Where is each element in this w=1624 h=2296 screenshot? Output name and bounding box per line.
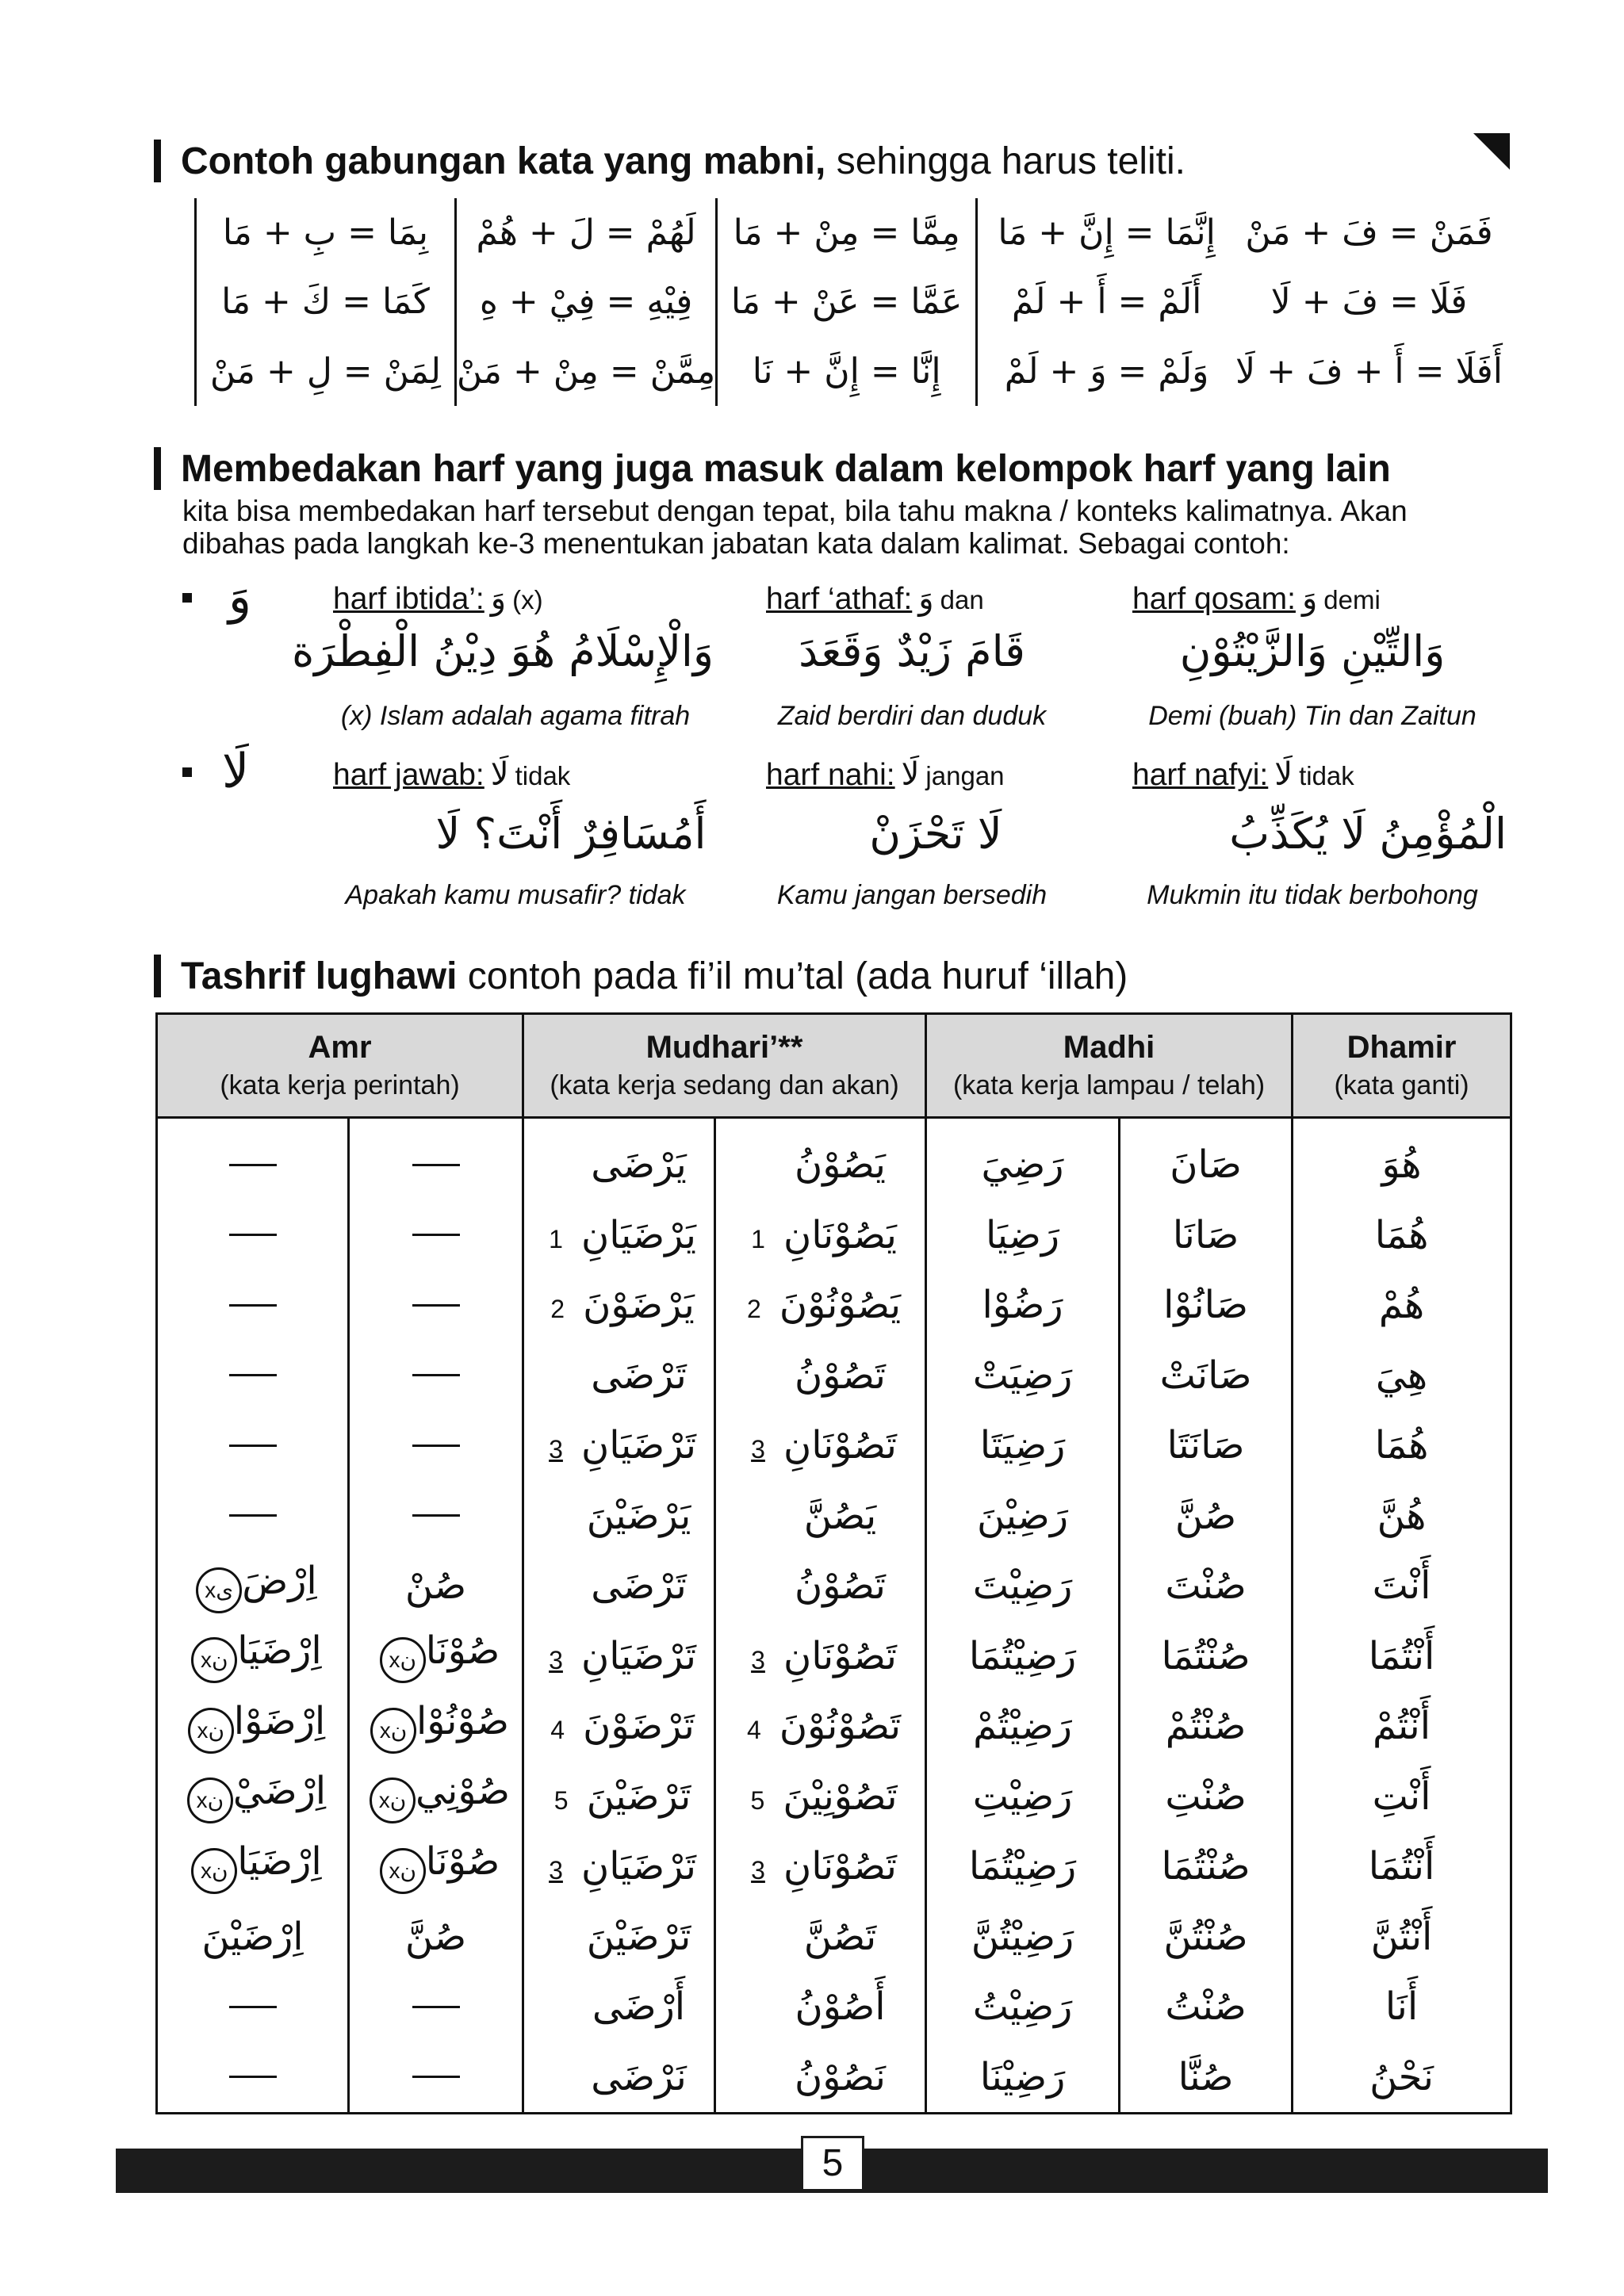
cell-amr1 xyxy=(349,1270,523,1341)
cell-mad2 xyxy=(926,1831,1120,1902)
tashrif-table xyxy=(155,1012,1512,2114)
word: صُوْنُوْا xyxy=(416,1698,510,1743)
cell-amr2 xyxy=(157,1118,349,1200)
mabni-item: إِنَّا = إِنَّ + نَا xyxy=(752,350,941,392)
word: أَنْتَ xyxy=(1372,1563,1431,1609)
word: تَرْضَيَانِ xyxy=(581,1423,696,1468)
cell-mad1 xyxy=(1120,1118,1293,1200)
bullet xyxy=(182,767,192,777)
word: يَصُنَّ xyxy=(803,1493,877,1538)
word: صُوْنَا xyxy=(425,1628,500,1674)
cell-amr2 xyxy=(157,1481,349,1552)
cell-mud1 xyxy=(715,1831,926,1902)
word: أَنْتِ xyxy=(1372,1774,1431,1819)
word: صُنْتُمَا xyxy=(1161,1633,1251,1678)
empty-dash xyxy=(229,1304,277,1307)
word: يَصُوْنَانِ xyxy=(783,1212,898,1257)
word: تَصُوْنِيْنَ xyxy=(783,1774,898,1819)
table-row xyxy=(157,1200,1511,1271)
empty-dash xyxy=(229,1445,277,1447)
cell-mud2 xyxy=(523,1341,715,1411)
label-harf-jawab: harf jawab: لَا tidak xyxy=(333,756,571,793)
table-row xyxy=(157,1341,1511,1411)
word: رَضِيْتُنَّ xyxy=(971,1914,1074,1959)
empty-dash xyxy=(229,2006,277,2008)
word: صُنْتُنَّ xyxy=(1163,1914,1248,1959)
cell-mud2 xyxy=(523,1691,715,1762)
cell-mad1 xyxy=(1120,1902,1293,1973)
label-harf-nafyi: harf nafyi: لَا tidak xyxy=(1132,756,1354,793)
row-number: 1 xyxy=(549,1224,563,1253)
table-row xyxy=(157,1270,1511,1341)
word: تَرْضَيَانِ xyxy=(581,1844,696,1889)
cell-mud1 xyxy=(715,1410,926,1481)
section-marker xyxy=(154,447,161,490)
page-number: 5 xyxy=(801,2136,864,2191)
word: يَرْضَيْنَ xyxy=(586,1493,691,1538)
table-row xyxy=(157,1621,1511,1692)
cell-dhamir xyxy=(1293,2042,1511,2114)
word: رَضِيْتُمَا xyxy=(968,1633,1077,1678)
cell-mud2 xyxy=(523,1270,715,1341)
word: نَرْضَى xyxy=(591,2054,687,2099)
caption-ibtida: (x) Islam adalah agama fitrah xyxy=(340,701,691,731)
word: أَصُوْنُ xyxy=(795,1984,886,2030)
row-number: 2 xyxy=(550,1295,565,1324)
caption-nahi: Kamu jangan bersedih xyxy=(776,880,1048,910)
word: أَنْتُمَا xyxy=(1368,1844,1435,1889)
cell-dhamir xyxy=(1293,1902,1511,1973)
word: تَصُوْنَانِ xyxy=(783,1633,898,1678)
cell-amr1 xyxy=(349,1621,523,1692)
word: رَضِيَ xyxy=(981,1142,1064,1188)
word: يَرْضَوْنَ xyxy=(583,1283,695,1328)
cell-mad1 xyxy=(1120,1621,1293,1692)
table-row xyxy=(157,2042,1511,2114)
cell-amr2 xyxy=(157,1270,349,1341)
mabni-item: فِيْهِ = فِيْ + هِ xyxy=(479,281,693,323)
cell-mud1 xyxy=(715,1621,926,1692)
section2-title: Membedakan harf yang juga masuk dalam kelompok harf yang lain xyxy=(181,448,1391,490)
cell-amr1 xyxy=(349,1118,523,1200)
empty-dash xyxy=(412,1374,460,1376)
circled-mark: xى xyxy=(196,1567,242,1613)
row-number: 3 xyxy=(751,1435,765,1464)
cell-dhamir xyxy=(1293,1621,1511,1692)
cell-mad1 xyxy=(1120,1341,1293,1411)
word: اِرْضَيَا xyxy=(237,1628,322,1674)
word: رَضِيْنَا xyxy=(979,2054,1066,2099)
cell-mad1 xyxy=(1120,1831,1293,1902)
header-dhamir: Dhamir (kata ganti) xyxy=(1293,1014,1511,1118)
cell-mud2 xyxy=(523,1972,715,2042)
row-number: 3 xyxy=(549,1645,563,1674)
mabni-item: وَلَمْ = وَ + لَمْ xyxy=(1004,350,1209,392)
cell-dhamir xyxy=(1293,1691,1511,1762)
cell-amr2 xyxy=(157,1200,349,1271)
circled-mark: xن xyxy=(188,1708,234,1754)
example-athaf: قَامَ زَيْدٌ وَقَعَدَ xyxy=(799,626,1025,676)
cell-amr1 xyxy=(349,1762,523,1832)
mabni-grid xyxy=(194,198,1503,406)
label-harf-ibtida: harf ibtida’: وَ (x) xyxy=(333,580,543,617)
cell-mud2 xyxy=(523,2042,715,2114)
la-letter: لَا xyxy=(222,744,250,799)
paragraph-line: kita bisa membedakan harf tersebut dengan tepat, bila tahu makna / konteks kalimatnya. Akan xyxy=(182,495,1408,527)
cell-amr2 xyxy=(157,1902,349,1973)
word: صُنَّ xyxy=(1174,1493,1237,1538)
cell-amr2 xyxy=(157,1551,349,1621)
cell-mad2 xyxy=(926,1481,1120,1552)
bullet xyxy=(182,593,192,603)
cell-mad2 xyxy=(926,2042,1120,2114)
word: تَصُوْنُ xyxy=(794,1563,887,1609)
cell-dhamir xyxy=(1293,1762,1511,1832)
table-row xyxy=(157,1551,1511,1621)
caption-nafyi: Mukmin itu tidak berbohong xyxy=(1147,880,1478,910)
mabni-item: فَمَنْ = فَ + مَنْ xyxy=(1245,212,1493,254)
cell-mud1 xyxy=(715,1341,926,1411)
label-harf-nahi: harf nahi: لَا jangan xyxy=(766,756,1005,793)
table-row xyxy=(157,1118,1511,1200)
word: أَرْضَى xyxy=(592,1984,686,2030)
cell-amr2 xyxy=(157,1691,349,1762)
cell-mud1 xyxy=(715,1972,926,2042)
row-number: 2 xyxy=(747,1295,761,1324)
cell-amr1 xyxy=(349,1691,523,1762)
cell-mud1 xyxy=(715,1481,926,1552)
cell-mud2 xyxy=(523,1902,715,1973)
cell-dhamir xyxy=(1293,1972,1511,2042)
cell-dhamir xyxy=(1293,1270,1511,1341)
word: يَصُوْنُ xyxy=(794,1142,887,1188)
table-row xyxy=(157,1762,1511,1832)
cell-mad2 xyxy=(926,1551,1120,1621)
word: رَضِيْتِ xyxy=(972,1774,1073,1819)
circled-mark: xن xyxy=(370,1708,416,1754)
cell-mad2 xyxy=(926,1691,1120,1762)
row-number: 3 xyxy=(751,1645,765,1674)
table-row xyxy=(157,1831,1511,1902)
table-row xyxy=(157,1410,1511,1481)
word: تَرْضَى xyxy=(591,1563,687,1609)
empty-dash xyxy=(412,1164,460,1166)
mabni-item: مِمَّنْ = مِنْ + مَنْ xyxy=(456,350,716,392)
row-number: 5 xyxy=(553,1785,569,1815)
word: تَرْضَوْنَ xyxy=(583,1704,695,1749)
cell-mud1 xyxy=(715,1270,926,1341)
empty-dash xyxy=(229,1234,277,1236)
word: أَنْتُنَّ xyxy=(1370,1914,1433,1959)
row-number: 3 xyxy=(549,1856,563,1885)
word: رَضِيْتَ xyxy=(972,1563,1073,1609)
word: صُنْتُمْ xyxy=(1165,1704,1247,1749)
word: أَنْتُمْ xyxy=(1372,1704,1431,1749)
circled-mark: xن xyxy=(380,1637,426,1683)
cell-amr1 xyxy=(349,1551,523,1621)
cell-mud2 xyxy=(523,1762,715,1832)
cell-mad1 xyxy=(1120,1200,1293,1271)
cell-dhamir xyxy=(1293,1200,1511,1271)
mabni-item: فَلَا = فَ + لَا xyxy=(1270,281,1468,323)
cell-mud2 xyxy=(523,1831,715,1902)
header-madhi: Madhi (kata kerja lampau / telah) xyxy=(926,1014,1293,1118)
mabni-item: مِمَّا = مِنْ + مَا xyxy=(733,212,960,254)
circled-mark: xن xyxy=(380,1848,426,1894)
empty-dash xyxy=(229,2076,277,2078)
word: صُنْتَ xyxy=(1165,1563,1247,1609)
section2-paragraph xyxy=(182,495,1408,560)
word: هُوَ xyxy=(1381,1142,1422,1188)
word: هِيَ xyxy=(1375,1353,1428,1398)
word: اِرْضَوْا xyxy=(233,1698,326,1743)
cell-mad1 xyxy=(1120,1551,1293,1621)
word: هُمْ xyxy=(1378,1283,1425,1328)
word: تَصُوْنُ xyxy=(794,1353,887,1398)
word: أَنَا xyxy=(1385,1984,1419,2030)
cell-mud2 xyxy=(523,1200,715,1271)
circled-mark: xن xyxy=(191,1637,237,1683)
cell-mud2 xyxy=(523,1118,715,1200)
cell-dhamir xyxy=(1293,1410,1511,1481)
word: صُنَّ xyxy=(404,1914,467,1959)
cell-mad2 xyxy=(926,1270,1120,1341)
word: تَرْضَى xyxy=(591,1353,687,1398)
circled-mark: xن xyxy=(370,1777,416,1823)
word: رَضِيْتُ xyxy=(972,1984,1073,2030)
empty-dash xyxy=(412,2006,460,2008)
cell-amr1 xyxy=(349,1200,523,1271)
word: صَانَا xyxy=(1172,1212,1239,1257)
mabni-item: إِنَّمَا = إِنَّ + مَا xyxy=(998,212,1216,254)
cell-mad2 xyxy=(926,1621,1120,1692)
word: هُمَا xyxy=(1374,1212,1429,1257)
word: تَصُنَّ xyxy=(803,1914,877,1959)
empty-dash xyxy=(412,1514,460,1517)
empty-dash xyxy=(229,1164,277,1166)
example-nafyi: الْمُؤْمِنُ لَا يُكَذِّبُ xyxy=(1229,809,1507,859)
row-number: 5 xyxy=(750,1785,765,1815)
empty-dash xyxy=(412,1445,460,1447)
label-harf-qosam: harf qosam: وَ demi xyxy=(1132,580,1381,617)
word: رَضِيَتَا xyxy=(979,1423,1066,1468)
cell-mud1 xyxy=(715,1200,926,1271)
cell-amr1 xyxy=(349,1410,523,1481)
circled-mark: xن xyxy=(191,1848,237,1894)
cell-mad2 xyxy=(926,1972,1120,2042)
section1-title: Contoh gabungan kata yang mabni, sehingga harus teliti. xyxy=(181,140,1185,182)
cell-amr1 xyxy=(349,1831,523,1902)
word: صَانَ xyxy=(1170,1142,1242,1188)
circled-mark: xن xyxy=(187,1777,233,1823)
cell-mad1 xyxy=(1120,2042,1293,2114)
cell-dhamir xyxy=(1293,1481,1511,1552)
word: تَرْضَيْنَ xyxy=(586,1774,691,1819)
word: صُنْتُ xyxy=(1165,1984,1247,2030)
word: يَرْضَيَانِ xyxy=(581,1212,696,1257)
table-row xyxy=(157,1691,1511,1762)
row-number: 3 xyxy=(751,1856,765,1885)
empty-dash xyxy=(412,2076,460,2078)
cell-mud2 xyxy=(523,1481,715,1552)
word: رَضُوْا xyxy=(982,1283,1063,1328)
cell-amr1 xyxy=(349,1902,523,1973)
word: اِرْضَيْ xyxy=(232,1769,327,1814)
cell-mad1 xyxy=(1120,1762,1293,1832)
cell-dhamir xyxy=(1293,1341,1511,1411)
empty-dash xyxy=(229,1514,277,1517)
cell-dhamir xyxy=(1293,1118,1511,1200)
word: نَصُوْنُ xyxy=(794,2054,887,2099)
cell-amr2 xyxy=(157,1621,349,1692)
word: رَضِيْتُمْ xyxy=(973,1704,1072,1749)
cell-dhamir xyxy=(1293,1831,1511,1902)
cell-mud1 xyxy=(715,1118,926,1200)
row-number: 4 xyxy=(550,1716,565,1745)
cell-amr2 xyxy=(157,1972,349,2042)
header-amr: Amr (kata kerja perintah) xyxy=(157,1014,523,1118)
table-row xyxy=(157,1902,1511,1973)
word: هُنَّ xyxy=(1377,1493,1427,1538)
caption-athaf: Zaid berdiri dan duduk xyxy=(777,701,1047,731)
word: صَانَتَا xyxy=(1166,1423,1245,1468)
word: نَحْنُ xyxy=(1369,2054,1434,2099)
empty-dash xyxy=(412,1304,460,1307)
cell-dhamir xyxy=(1293,1551,1511,1621)
cell-mad1 xyxy=(1120,1481,1293,1552)
empty-dash xyxy=(412,1234,460,1236)
cell-mad1 xyxy=(1120,1691,1293,1762)
cell-amr2 xyxy=(157,2042,349,2114)
mabni-item: أَلَمْ = أَ + لَمْ xyxy=(1011,281,1202,323)
cell-mad2 xyxy=(926,1902,1120,1973)
mabni-item: لِمَنْ = لِ + مَنْ xyxy=(209,350,441,392)
cell-mad1 xyxy=(1120,1410,1293,1481)
word: يَرْضَى xyxy=(591,1142,687,1188)
wau-letter: وَ xyxy=(228,569,251,625)
cell-mad2 xyxy=(926,1762,1120,1832)
label-harf-athaf: harf ‘athaf: وَ dan xyxy=(766,580,984,617)
word: رَضِيْتُمَا xyxy=(968,1844,1077,1889)
example-qosam: وَالتِّيْنِ وَالزَّيْتُوْنِ xyxy=(1179,626,1446,676)
cell-mad2 xyxy=(926,1118,1120,1200)
word: تَصُوْنَانِ xyxy=(783,1423,898,1468)
word: أَنْتُمَا xyxy=(1368,1633,1435,1678)
row-number: 1 xyxy=(751,1224,765,1253)
word: اِرْضَيَا xyxy=(237,1839,322,1884)
cell-mud1 xyxy=(715,1762,926,1832)
paragraph-line: dibahas pada langkah ke-3 menentukan jabatan kata dalam kalimat. Sebagai contoh: xyxy=(182,527,1290,560)
cell-mad2 xyxy=(926,1341,1120,1411)
word: صُوْنِي xyxy=(416,1769,510,1814)
caption-jawab: Apakah kamu musafir? tidak xyxy=(345,880,686,910)
header-mudhari: Mudhari’** (kata kerja sedang dan akan) xyxy=(523,1014,926,1118)
word: يَصُوْنُوْنَ xyxy=(779,1283,902,1328)
table-row xyxy=(157,1972,1511,2042)
mabni-item: بِمَا = بِ + مَا xyxy=(222,212,429,254)
example-ibtida: وَالْإِسْلَامُ هُوَ دِيْنُ الْفِطْرَة xyxy=(292,626,714,676)
word: رَضِيْنَ xyxy=(977,1493,1068,1538)
cell-amr1 xyxy=(349,1972,523,2042)
section-marker xyxy=(154,140,161,182)
cell-amr2 xyxy=(157,1341,349,1411)
section-marker xyxy=(154,955,161,997)
cell-mad1 xyxy=(1120,1972,1293,2042)
cell-mud1 xyxy=(715,1551,926,1621)
cell-mud2 xyxy=(523,1551,715,1621)
word: تَرْضَيْنَ xyxy=(586,1914,691,1959)
word: تَرْضَيَانِ xyxy=(581,1633,696,1678)
word: صُنْ xyxy=(404,1563,467,1609)
word: صُنَّا xyxy=(1178,2054,1234,2099)
cell-mud1 xyxy=(715,2042,926,2114)
cell-mud2 xyxy=(523,1410,715,1481)
row-number: 4 xyxy=(747,1716,761,1745)
row-number: 3 xyxy=(549,1435,563,1464)
cell-amr2 xyxy=(157,1410,349,1481)
word: اِرْضَ xyxy=(242,1558,317,1603)
word: هُمَا xyxy=(1374,1423,1429,1468)
word: صُنْتُمَا xyxy=(1161,1844,1251,1889)
mabni-item: عَمَّا = عَنْ + مَا xyxy=(730,281,963,323)
word: صَانَتْ xyxy=(1159,1353,1252,1398)
caption-qosam: Demi (buah) Tin dan Zaitun xyxy=(1148,701,1477,731)
cell-mud2 xyxy=(523,1621,715,1692)
word: صَانُوْا xyxy=(1163,1283,1248,1328)
section3-title: Tashrif lughawi contoh pada fi’il mu’tal (ada huruf ‘illah) xyxy=(181,955,1128,997)
cell-amr2 xyxy=(157,1831,349,1902)
cell-mad2 xyxy=(926,1200,1120,1271)
mabni-item: لَهُمْ = لَ + هُمْ xyxy=(476,212,696,254)
word: صُنْتِ xyxy=(1165,1774,1247,1819)
word: تَصُوْنَانِ xyxy=(783,1844,898,1889)
word: صُوْنَا xyxy=(425,1839,500,1884)
mabni-item: كَمَا = كَ + مَا xyxy=(221,281,430,323)
mabni-item: أَفَلَا = أَ + فَ + لَا xyxy=(1235,350,1503,392)
example-nahi: لَا تَحْزَنْ xyxy=(869,809,1002,859)
cell-mud1 xyxy=(715,1902,926,1973)
cell-amr1 xyxy=(349,1341,523,1411)
cell-amr2 xyxy=(157,1762,349,1832)
word: اِرْضَيْنَ xyxy=(201,1914,304,1959)
word: رَضِيَا xyxy=(985,1212,1060,1257)
corner-triangle-icon xyxy=(1473,133,1510,170)
empty-dash xyxy=(229,1374,277,1376)
cell-amr1 xyxy=(349,1481,523,1552)
example-jawab: أَمُسَافِرٌ أَنْتَ؟ لَا xyxy=(435,809,707,859)
cell-amr1 xyxy=(349,2042,523,2114)
cell-mad2 xyxy=(926,1410,1120,1481)
word: تَصُوْنُوْنَ xyxy=(779,1704,902,1749)
cell-mud1 xyxy=(715,1691,926,1762)
table-row xyxy=(157,1481,1511,1552)
word: رَضِيَتْ xyxy=(972,1353,1073,1398)
cell-mad1 xyxy=(1120,1270,1293,1341)
